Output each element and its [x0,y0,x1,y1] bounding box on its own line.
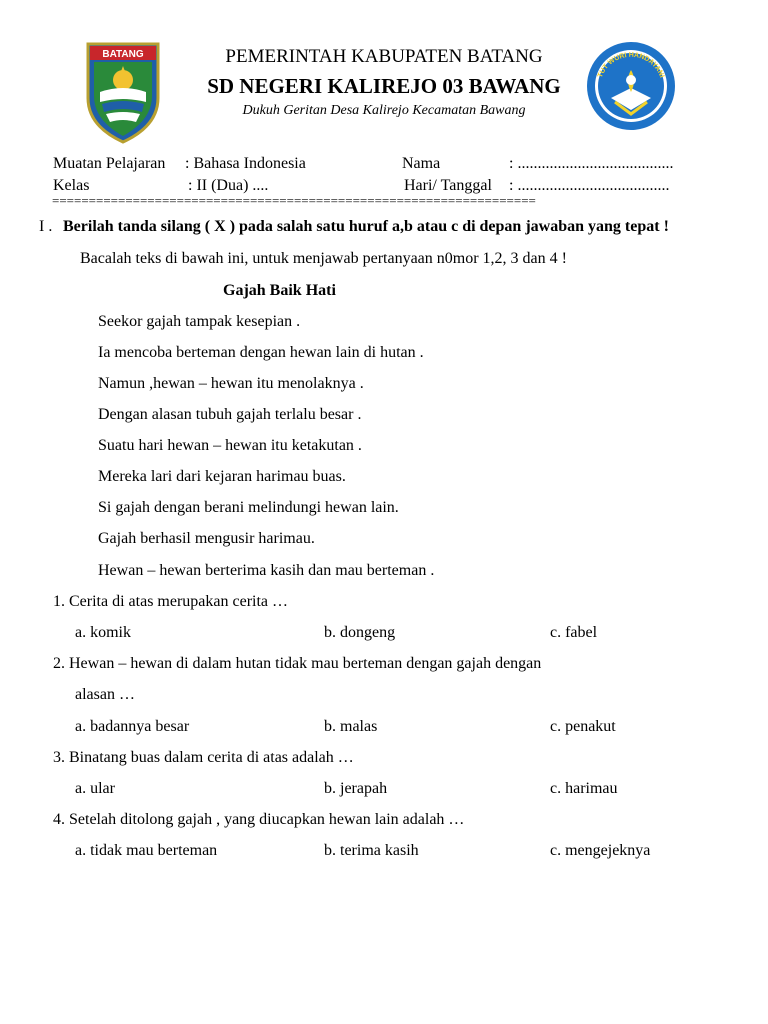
name-label: Nama [402,155,441,172]
story-line: Gajah berhasil mengusir harimau. [98,530,315,547]
q2-option-b[interactable]: b. malas [324,718,378,735]
story-line: Seekor gajah tampak kesepian . [98,313,301,330]
school-name: SD NEGERI KALIREJO 03 BAWANG [207,74,561,98]
motto-text: TUT WURI HANDAYANI [596,51,666,79]
class-value: : II (Dua) .... [188,177,269,194]
subject-value: : Bahasa Indonesia [185,155,306,172]
section-instruction: Berilah tanda silang ( X ) pada salah satu huruf a,b atau c di depan jawaban yang tepat ! [63,218,669,235]
question-2-continued: alasan … [75,686,135,703]
q4-option-c[interactable]: c. mengejeknya [550,842,651,859]
q3-option-b[interactable]: b. jerapah [324,780,388,797]
q4-option-a[interactable]: a. tidak mau berteman [75,842,218,859]
date-label: Hari/ Tanggal [404,177,492,194]
q2-option-c[interactable]: c. penakut [550,718,616,735]
story-line: Namun ,hewan – hewan itu menolaknya . [98,375,364,392]
svg-text:BATANG: BATANG [102,49,144,60]
subject-label: Muatan Pelajaran [53,155,166,172]
name-field[interactable]: : ....................................... [509,155,674,172]
government-header: PEMERINTAH KABUPATEN BATANG [225,46,543,67]
story-line: Hewan – hewan berterima kasih dan mau berteman . [98,562,435,579]
section-number: I . [39,218,53,235]
date-field[interactable]: : ...................................... [509,177,670,194]
story-line: Mereka lari dari kejaran harimau buas. [98,468,346,485]
separator-line: ================================================================== [52,193,536,208]
story-line: Dengan alasan tubuh gajah terlalu besar . [98,406,362,423]
school-address: Dukuh Geritan Desa Kalirejo Kecamatan Bawang [242,103,526,118]
class-label: Kelas [53,177,90,194]
story-line: Suatu hari hewan – hewan itu ketakutan . [98,437,362,454]
question-2: 2. Hewan – hewan di dalam hutan tidak mau berteman dengan gajah dengan [53,655,542,672]
q1-option-c[interactable]: c. fabel [550,624,598,641]
question-1: 1. Cerita di atas merupakan cerita … [53,593,289,610]
story-line: Si gajah dengan berani melindungi hewan lain. [98,499,399,516]
story-title: Gajah Baik Hati [223,282,336,299]
q1-option-a[interactable]: a. komik [75,624,131,641]
q4-option-b[interactable]: b. terima kasih [324,842,419,859]
q2-option-a[interactable]: a. badannya besar [75,718,190,735]
reading-intro: Bacalah teks di bawah ini, untuk menjawab pertanyaan n0mor 1,2, 3 dan 4 ! [80,250,567,267]
story-line: Ia mencoba berteman dengan hewan lain di hutan . [98,344,424,361]
q3-option-a[interactable]: a. ular [75,780,115,797]
question-4: 4. Setelah ditolong gajah , yang diucapkan hewan lain adalah … [53,811,465,828]
q1-option-b[interactable]: b. dongeng [324,624,396,641]
q3-option-c[interactable]: c. harimau [550,780,618,797]
question-3: 3. Binatang buas dalam cerita di atas adalah … [53,749,354,766]
